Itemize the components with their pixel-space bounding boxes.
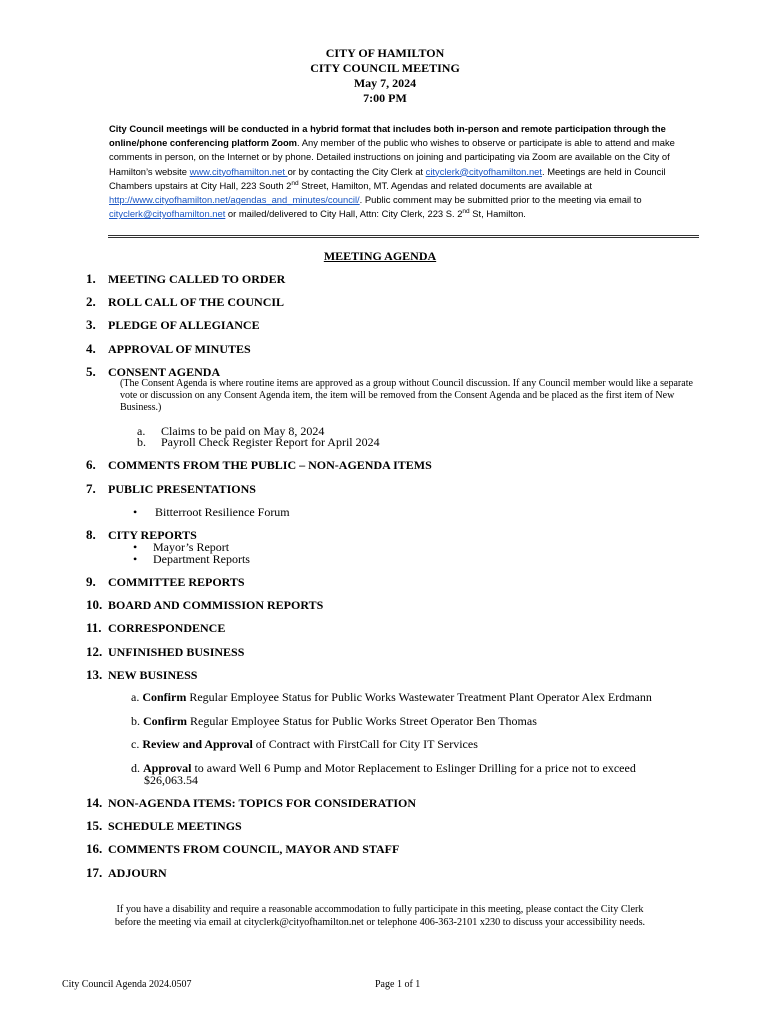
- clerk-email-link[interactable]: cityclerk@cityofhamilton.net: [425, 165, 542, 177]
- consent-item-b: b. Payroll Check Register Report for April 2024: [137, 435, 380, 449]
- bullet-icon: •: [133, 505, 138, 519]
- city-name: CITY OF HAMILTON: [325, 46, 445, 60]
- agenda-item-6: 6. COMMENTS FROM THE PUBLIC – NON-AGENDA ITEMS: [86, 457, 432, 472]
- footer-page-number: Page 1 of 1: [375, 979, 421, 990]
- document-header: [0, 46, 770, 106]
- consent-item-a: a. Claims to be paid on May 8, 2024: [137, 424, 325, 438]
- agenda-item-16: 16. COMMENTS FROM COUNCIL, MAYOR AND STAFF: [86, 841, 400, 856]
- intro-text-7: St, Hamilton.: [469, 208, 526, 220]
- new-business-item-b: b. Confirm Regular Employee Status for Public Works Street Operator Ben Thomas: [131, 714, 537, 728]
- agenda-item-1: 1. MEETING CALLED TO ORDER: [86, 271, 286, 286]
- meeting-time: 7:00 PM: [363, 91, 407, 105]
- agenda-item-4: 4. APPROVAL OF MINUTES: [86, 341, 251, 356]
- website-link[interactable]: www.cityofhamilton.net: [189, 165, 288, 177]
- new-business-item-c: c. Review and Approval of Contract with FirstCall for City IT Services: [131, 737, 478, 751]
- agenda-item-12: 12. UNFINISHED BUSINESS: [86, 644, 245, 659]
- agendas-link[interactable]: http://www.cityofhamilton.net/agendas_and_minutes/council/: [109, 194, 360, 206]
- accessibility-notice: If you have a disability and require a reasonable accommodation to fully participate in this meeting, please contact the City Clerk before the meeting via email at cityclerk@cityofhamilton.net or telephone 406-363-2101 x230 to discuss your accessibility needs.: [114, 904, 646, 928]
- superscript-nd: nd: [291, 179, 299, 187]
- intro-text-2: or by contacting the City Clerk at: [287, 165, 426, 177]
- agenda-item-13: 13. NEW BUSINESS: [86, 667, 198, 682]
- agenda-item-3: 3. PLEDGE OF ALLEGIANCE: [86, 317, 260, 332]
- agenda-item-7: 7. PUBLIC PRESENTATIONS: [86, 481, 256, 496]
- agenda-item-9: 9. COMMITTEE REPORTS: [86, 574, 245, 589]
- agenda-item-2: 2. ROLL CALL OF THE COUNCIL: [86, 294, 285, 309]
- new-business-item-d: d. Approval to award Well 6 Pump and Motor Replacement to Eslinger Drilling for a price not to exceed $26,063.54: [131, 761, 636, 787]
- agenda-item-11: 11. CORRESPONDENCE: [86, 620, 226, 635]
- agenda-item-15: 15. SCHEDULE MEETINGS: [86, 818, 242, 833]
- intro-text-1: . Any member of the public who wishes to observe or participate is able to attend and make comments in person, on the Internet or by phone. Detailed instructions on joining and participating via Zoom are available on the City of Hamilton’s website: [109, 137, 675, 177]
- agenda-title: MEETING AGENDA: [323, 249, 437, 263]
- intro-text-5: . Public comment may be submitted prior to the meeting via email to: [359, 194, 642, 206]
- superscript-nd-2: nd: [462, 208, 470, 216]
- consent-agenda-note: (The Consent Agenda is where routine items are approved as a group without Council discussion. If any Council member would like a separate vote or discussion on any Consent Agenda item, the item will be removed from the Consent Agenda and be placed as the first item of New Business.): [120, 378, 693, 413]
- agenda-item-5: 5. CONSENT AGENDA: [86, 364, 221, 379]
- divider-rule: [108, 235, 699, 238]
- agenda-item-10: 10. BOARD AND COMMISSION REPORTS: [86, 597, 324, 612]
- intro-paragraph: [109, 122, 699, 221]
- clerk-email-link-2[interactable]: cityclerk@cityofhamilton.net: [109, 208, 226, 220]
- intro-text-6: or mailed/delivered to City Hall, Attn: City Clerk, 223 S. 2: [225, 208, 463, 220]
- agenda-item-14: 14. NON-AGENDA ITEMS: TOPICS FOR CONSIDERATION: [86, 795, 417, 810]
- meeting-date: May 7, 2024: [353, 76, 417, 90]
- intro-text-4: Street, Hamilton, MT. Agendas and related documents are available at: [298, 179, 593, 191]
- intro-bold-lead: City Council meetings will be conducted in a hybrid format that includes both in-person and remote participation through the online/phone conferencing platform Zoom: [109, 123, 666, 149]
- intro-text-3: . Meetings are held in Council Chambers upstairs at City Hall, 223 South 2: [109, 165, 666, 191]
- agenda-item-8: 8. CITY REPORTS: [86, 527, 197, 542]
- footer-document-id: City Council Agenda 2024.0507: [62, 979, 192, 990]
- agenda-item-17: 17. ADJOURN: [86, 865, 167, 880]
- meeting-name: CITY COUNCIL MEETING: [310, 61, 460, 75]
- city-report-bullet: • Mayor’s Report: [133, 540, 230, 554]
- bullet-icon: •: [133, 552, 138, 566]
- city-report-bullet: • Department Reports: [133, 552, 250, 566]
- bullet-icon: •: [133, 540, 138, 554]
- presentation-bullet: • Bitterroot Resilience Forum: [133, 505, 290, 519]
- new-business-item-a: a. Confirm Regular Employee Status for Public Works Wastewater Treatment Plant Operator Alex Erdmann: [131, 690, 652, 704]
